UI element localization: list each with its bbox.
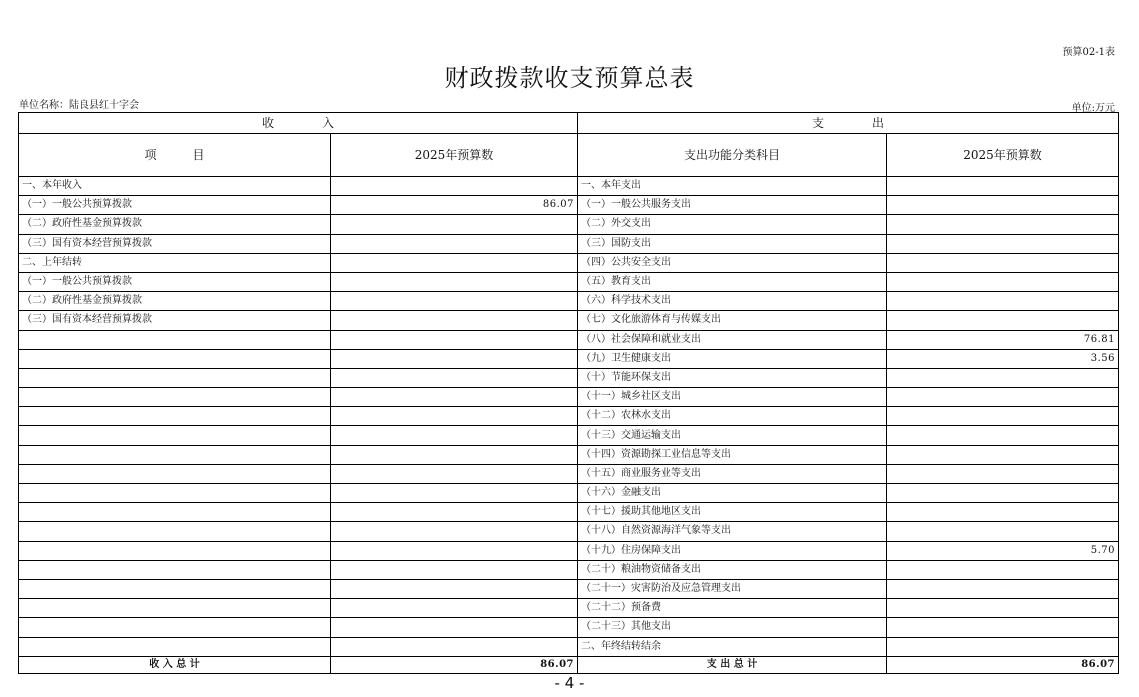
section-header-row: [19, 113, 1119, 134]
income-item-cell: [19, 349, 331, 368]
expense-item-cell: （七）文化旅游体育与传媒支出: [578, 311, 887, 330]
expense-value-cell: [887, 484, 1119, 503]
table-row: [19, 368, 1119, 387]
expense-value-cell: [887, 311, 1119, 330]
income-value-cell: [331, 177, 578, 196]
total-expense-value: 86.07: [887, 656, 1119, 673]
expense-item-header: 支出功能分类科目: [578, 134, 887, 177]
column-header-row: [19, 134, 1119, 177]
expense-value-cell: 76.81: [887, 330, 1119, 349]
table-row: [19, 560, 1119, 579]
table-row: [19, 484, 1119, 503]
expense-value-cell: [887, 464, 1119, 483]
expense-item-cell: （十二）农林水支出: [578, 407, 887, 426]
income-value-cell: [331, 292, 578, 311]
income-value-cell: [331, 503, 578, 522]
income-value-cell: [331, 522, 578, 541]
table-row: [19, 388, 1119, 407]
expense-value-cell: [887, 426, 1119, 445]
income-item-cell: （二）政府性基金预算拨款: [19, 292, 331, 311]
expense-value-cell: [887, 177, 1119, 196]
table-row: [19, 464, 1119, 483]
income-item-cell: [19, 522, 331, 541]
income-item-header: 项 目: [19, 134, 331, 177]
table-row: [19, 330, 1119, 349]
expense-item-cell: （八）社会保障和就业支出: [578, 330, 887, 349]
table-row: [19, 407, 1119, 426]
expense-item-cell: （十三）交通运输支出: [578, 426, 887, 445]
expense-value-cell: [887, 637, 1119, 656]
income-item-cell: [19, 464, 331, 483]
table-row: [19, 541, 1119, 560]
total-row: [19, 656, 1119, 673]
income-item-cell: [19, 330, 331, 349]
expense-value-cell: [887, 292, 1119, 311]
expense-value-cell: [887, 253, 1119, 272]
expense-item-cell: （二）外交支出: [578, 215, 887, 234]
expense-value-cell: [887, 445, 1119, 464]
expense-value-cell: [887, 560, 1119, 579]
expense-item-cell: （十六）金融支出: [578, 484, 887, 503]
table-row: [19, 599, 1119, 618]
expense-item-cell: （二十三）其他支出: [578, 618, 887, 637]
expense-value-cell: [887, 407, 1119, 426]
income-budget-header: 2025年预算数: [331, 134, 578, 177]
income-value-cell: [331, 330, 578, 349]
table-row: [19, 618, 1119, 637]
income-item-cell: （三）国有资本经营预算拨款: [19, 234, 331, 253]
income-value-cell: [331, 368, 578, 387]
expense-item-cell: 一、本年支出: [578, 177, 887, 196]
expense-item-cell: （六）科学技术支出: [578, 292, 887, 311]
table-row: [19, 272, 1119, 291]
expense-item-cell: （十八）自然资源海洋气象等支出: [578, 522, 887, 541]
income-value-cell: [331, 541, 578, 560]
expense-value-cell: [887, 388, 1119, 407]
expense-value-cell: 5.70: [887, 541, 1119, 560]
expense-value-cell: [887, 579, 1119, 598]
income-value-cell: [331, 464, 578, 483]
income-value-cell: [331, 560, 578, 579]
income-value-cell: [331, 349, 578, 368]
income-item-cell: [19, 560, 331, 579]
income-item-cell: [19, 407, 331, 426]
income-item-cell: 一、本年收入: [19, 177, 331, 196]
table-row: [19, 522, 1119, 541]
income-value-cell: [331, 426, 578, 445]
page-number: - 4 -: [554, 674, 585, 692]
section-expense-header: 支 出: [578, 113, 1119, 134]
income-value-cell: [331, 407, 578, 426]
expense-value-cell: [887, 196, 1119, 215]
expense-value-cell: [887, 503, 1119, 522]
expense-value-cell: [887, 272, 1119, 291]
expense-item-cell: （二十二）预备费: [578, 599, 887, 618]
expense-item-cell: （四）公共安全支出: [578, 253, 887, 272]
income-item-cell: （一）一般公共预算拨款: [19, 196, 331, 215]
table-row: [19, 503, 1119, 522]
table-row: [19, 579, 1119, 598]
income-item-cell: [19, 503, 331, 522]
expense-value-cell: [887, 215, 1119, 234]
income-item-cell: [19, 445, 331, 464]
expense-budget-header: 2025年预算数: [887, 134, 1119, 177]
income-value-cell: [331, 618, 578, 637]
expense-item-cell: （十一）城乡社区支出: [578, 388, 887, 407]
income-item-cell: （一）一般公共预算拨款: [19, 272, 331, 291]
income-item-cell: [19, 368, 331, 387]
expense-item-cell: （十）节能环保支出: [578, 368, 887, 387]
table-row: [19, 253, 1119, 272]
expense-item-cell: 二、年终结转结余: [578, 637, 887, 656]
income-item-cell: [19, 599, 331, 618]
income-value-cell: [331, 484, 578, 503]
income-item-cell: （三）国有资本经营预算拨款: [19, 311, 331, 330]
expense-item-cell: （十四）资源勘探工业信息等支出: [578, 445, 887, 464]
income-value-cell: [331, 388, 578, 407]
organization-label: 单位名称：陆良县红十字会: [19, 100, 139, 111]
unit-label: 单位:万元: [1071, 103, 1115, 114]
table-row: [19, 215, 1119, 234]
table-row: [19, 426, 1119, 445]
income-item-cell: [19, 426, 331, 445]
income-value-cell: [331, 234, 578, 253]
expense-item-cell: （十七）援助其他地区支出: [578, 503, 887, 522]
income-value-cell: [331, 599, 578, 618]
table-row: [19, 349, 1119, 368]
budget-table: [18, 112, 1119, 674]
expense-item-cell: （十九）住房保障支出: [578, 541, 887, 560]
expense-item-cell: （三）国防支出: [578, 234, 887, 253]
income-item-cell: [19, 637, 331, 656]
expense-item-cell: （九）卫生健康支出: [578, 349, 887, 368]
table-row: [19, 445, 1119, 464]
expense-value-cell: [887, 618, 1119, 637]
total-income-label: 收 入 总 计: [19, 656, 331, 673]
income-value-cell: [331, 445, 578, 464]
page-title: 财政拨款收支预算总表: [444, 64, 695, 92]
income-value-cell: 86.07: [331, 196, 578, 215]
income-value-cell: [331, 637, 578, 656]
income-value-cell: [331, 215, 578, 234]
income-item-cell: [19, 541, 331, 560]
table-row: [19, 311, 1119, 330]
income-item-cell: [19, 579, 331, 598]
income-value-cell: [331, 272, 578, 291]
table-row: [19, 196, 1119, 215]
form-number: 预算02-1表: [1062, 47, 1115, 58]
expense-value-cell: 3.56: [887, 349, 1119, 368]
expense-value-cell: [887, 234, 1119, 253]
expense-item-cell: （一）一般公共服务支出: [578, 196, 887, 215]
expense-value-cell: [887, 368, 1119, 387]
table-row: [19, 234, 1119, 253]
table-row: [19, 292, 1119, 311]
section-income-header: 收 入: [19, 113, 578, 134]
income-item-cell: （二）政府性基金预算拨款: [19, 215, 331, 234]
income-item-cell: [19, 388, 331, 407]
income-value-cell: [331, 579, 578, 598]
expense-item-cell: （二十一）灾害防治及应急管理支出: [578, 579, 887, 598]
income-item-cell: 二、上年结转: [19, 253, 331, 272]
expense-item-cell: （十五）商业服务业等支出: [578, 464, 887, 483]
income-item-cell: [19, 484, 331, 503]
expense-value-cell: [887, 599, 1119, 618]
table-row: [19, 637, 1119, 656]
total-income-value: 86.07: [331, 656, 578, 673]
income-value-cell: [331, 311, 578, 330]
expense-item-cell: （五）教育支出: [578, 272, 887, 291]
income-value-cell: [331, 253, 578, 272]
expense-item-cell: （二十）粮油物资储备支出: [578, 560, 887, 579]
table-row: [19, 177, 1119, 196]
expense-value-cell: [887, 522, 1119, 541]
total-expense-label: 支 出 总 计: [578, 656, 887, 673]
income-item-cell: [19, 618, 331, 637]
